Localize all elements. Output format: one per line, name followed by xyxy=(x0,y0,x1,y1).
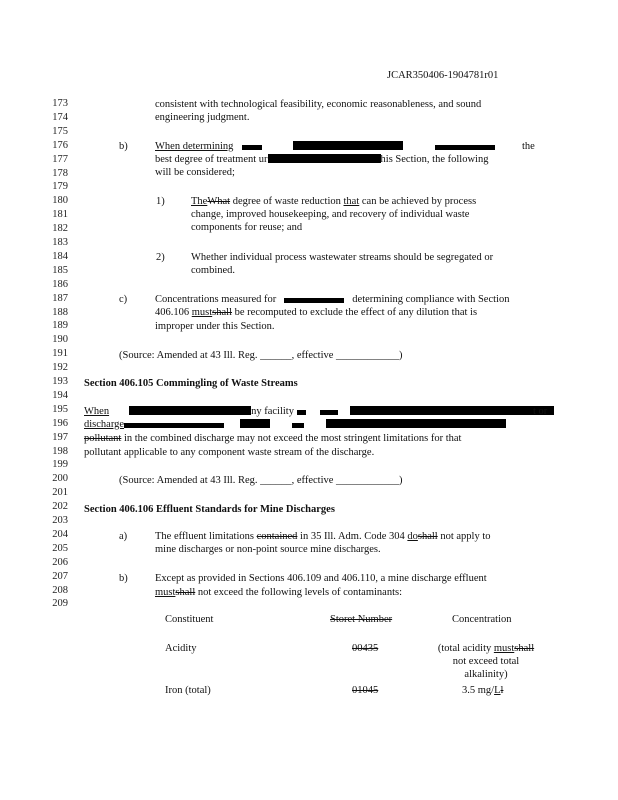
sec106-a-label: a) xyxy=(119,531,128,542)
source-note-2: (Source: Amended at 43 Ill. Reg. ______, effective ____________) xyxy=(119,475,403,486)
line-number: 201 xyxy=(52,487,68,499)
line-number: 175 xyxy=(52,125,68,137)
line-number: 197 xyxy=(52,431,68,443)
sec106-a-line1 xyxy=(155,530,491,543)
sec106-b-line2-rest: not exceed the following levels of contaminants: xyxy=(195,587,402,598)
conc-text: (total acidity xyxy=(437,643,494,654)
item1-line1 xyxy=(191,195,476,208)
para-b-when-determining: When determining xyxy=(155,141,234,152)
line-number: 206 xyxy=(52,556,68,568)
redaction-mark xyxy=(320,410,338,415)
line-number: 196 xyxy=(52,417,68,429)
deleted-text: l xyxy=(500,685,504,696)
line-number: 192 xyxy=(52,362,68,374)
deleted-text: shall xyxy=(212,307,233,318)
section-406-106-heading: Section 406.106 Effluent Standards for Mine Discharges xyxy=(84,504,335,515)
line-number: 189 xyxy=(52,320,68,332)
table-header-concentration: Concentration xyxy=(452,614,512,625)
sec106-b-line1: Except as provided in Sections 406.109 and 406.110, a mine discharge effluent xyxy=(155,573,487,584)
line-number: 180 xyxy=(52,195,68,207)
line-number: 194 xyxy=(52,389,68,401)
table-row-acidity-storet: 00435 xyxy=(352,643,379,654)
table-row-acidity-conc-line2: not exceed total xyxy=(452,656,520,667)
item2-label: 2) xyxy=(156,252,165,263)
sec-a-cont-line1: consistent with technological feasibility, economic reasonableness, and sound xyxy=(155,99,482,110)
sec106-a-line2: mine discharges or non-point source mine discharges. xyxy=(155,544,381,555)
redaction-mark xyxy=(129,406,251,415)
inserted-text: must xyxy=(493,643,515,654)
line-number: 186 xyxy=(52,278,68,290)
item1-label: 1) xyxy=(156,196,165,207)
table-row-iron-conc xyxy=(462,684,503,697)
line-number: 183 xyxy=(52,237,68,248)
redaction-mark xyxy=(293,141,403,150)
redaction-mark xyxy=(284,298,344,303)
line-number: 173 xyxy=(52,98,68,109)
item2-line1: Whether individual process wastewater streams should be segregated or xyxy=(191,252,494,263)
line-number: 188 xyxy=(52,306,68,318)
para-c-text: Concentrations measured for xyxy=(155,294,277,305)
sec105-line2 xyxy=(84,418,506,431)
para-b-line1 xyxy=(155,140,495,153)
para-b-line2 xyxy=(155,153,488,166)
sec105-line3 xyxy=(84,432,461,445)
redaction-mark xyxy=(124,423,224,428)
para-c-line3: improper under this Section. xyxy=(155,321,275,332)
para-b-label: b) xyxy=(119,141,128,152)
item1-text-end: can be achieved by process xyxy=(359,196,477,207)
para-c-section: 406.106 xyxy=(155,307,192,318)
line-number: 187 xyxy=(52,292,68,304)
document-id: JCAR350406-1904781r01 xyxy=(387,70,499,81)
deleted-text: pollutant xyxy=(84,433,122,444)
redaction-mark xyxy=(268,154,381,163)
para-c-label: c) xyxy=(119,294,128,305)
item2-line2: combined. xyxy=(191,265,236,276)
section-406-105-heading: Section 406.105 Commingling of Waste Streams xyxy=(84,378,298,389)
inserted-text: L xyxy=(494,685,501,696)
item1-line2: change, improved housekeeping, and recovery of individual waste xyxy=(191,209,470,220)
table-row-iron-constituent: Iron (total) xyxy=(165,685,211,696)
para-b-the: the xyxy=(522,141,535,152)
table-header-storet: Storet Number xyxy=(330,614,393,625)
para-c-line1 xyxy=(155,293,509,306)
deleted-text: What xyxy=(207,196,231,207)
table-row-acidity-constituent: Acidity xyxy=(165,643,197,654)
table-row-iron-storet: 01045 xyxy=(352,685,379,696)
table-row-acidity-conc-line3: alkalinity) xyxy=(464,669,508,680)
item1-line3: components for reuse; and xyxy=(191,222,303,233)
para-c-text-end: determining compliance with Section xyxy=(352,294,510,305)
table-row-acidity-conc-line1 xyxy=(420,642,552,655)
line-number: 200 xyxy=(52,473,68,485)
line-number: 198 xyxy=(52,445,68,457)
redaction-mark xyxy=(326,419,506,428)
sec105-line3-rest: in the combined discharge may not exceed the most stringent limitations for that xyxy=(121,433,462,444)
line-number: 202 xyxy=(52,501,68,513)
line-number: 178 xyxy=(52,167,68,179)
para-b-line2-end: his Section, the following xyxy=(380,154,489,165)
sec106-a-text-end: not apply to xyxy=(437,531,491,542)
line-number: 205 xyxy=(52,542,68,554)
para-c-line2 xyxy=(155,306,477,319)
deleted-text: shall xyxy=(514,643,535,654)
conc-text: 3.5 mg/ xyxy=(462,685,495,696)
item1-text: degree of waste reduction xyxy=(230,196,344,207)
line-number: 174 xyxy=(52,111,68,123)
sec105-facility: ny facility xyxy=(251,406,294,417)
line-number: 193 xyxy=(52,376,68,387)
deleted-text: contained xyxy=(256,531,298,542)
sec106-b-label: b) xyxy=(119,573,128,584)
inserted-text: must xyxy=(155,587,176,598)
sec-a-cont-line2: engineering judgment. xyxy=(155,112,250,123)
deleted-text: shall xyxy=(417,531,438,542)
sec106-b-line2 xyxy=(155,586,402,599)
line-number: 179 xyxy=(52,181,68,193)
line-number: 209 xyxy=(52,598,68,610)
line-number: 184 xyxy=(52,250,68,262)
redaction-mark xyxy=(240,419,270,428)
redaction-mark xyxy=(297,410,306,415)
sec106-a-text-mid: in 35 Ill. Adm. Code 304 xyxy=(297,531,408,542)
sec105-line1 xyxy=(84,405,554,418)
para-b-line3: will be considered; xyxy=(155,167,235,178)
para-b-line2-start: best degree of treatment ur xyxy=(155,154,268,165)
line-number: 203 xyxy=(52,515,68,526)
inserted-text: discharge xyxy=(84,419,125,430)
line-number: 191 xyxy=(52,348,68,360)
line-number: 190 xyxy=(52,334,68,346)
redaction-mark xyxy=(292,423,304,428)
redaction-mark xyxy=(435,145,495,150)
line-number: 204 xyxy=(52,528,68,540)
line-number: 182 xyxy=(52,223,68,235)
para-c-line2-rest: be recomputed to exclude the effect of any dilution that is xyxy=(232,307,478,318)
inserted-text: The xyxy=(191,196,208,207)
line-number: 207 xyxy=(52,570,68,582)
redaction-mark xyxy=(350,406,554,415)
line-number: 181 xyxy=(52,209,68,221)
inserted-text: that xyxy=(343,196,360,207)
line-number: 208 xyxy=(52,584,68,596)
line-number: 199 xyxy=(52,459,68,471)
inserted-text: When xyxy=(84,406,110,417)
line-number: 177 xyxy=(52,153,68,165)
inserted-text: do xyxy=(407,531,418,542)
deleted-text: shall xyxy=(175,587,196,598)
sec105-or: t or xyxy=(533,406,548,417)
line-number: 185 xyxy=(52,264,68,276)
inserted-text: must xyxy=(191,307,213,318)
line-number: 176 xyxy=(52,139,68,151)
sec105-line4: pollutant applicable to any component waste stream of the discharge. xyxy=(84,447,375,458)
line-number: 195 xyxy=(52,403,68,415)
redaction-mark xyxy=(242,145,262,150)
table-header-constituent: Constituent xyxy=(165,614,214,625)
source-note-1: (Source: Amended at 43 Ill. Reg. ______, effective ____________) xyxy=(119,350,403,361)
sec106-a-text: The effluent limitations xyxy=(155,531,257,542)
